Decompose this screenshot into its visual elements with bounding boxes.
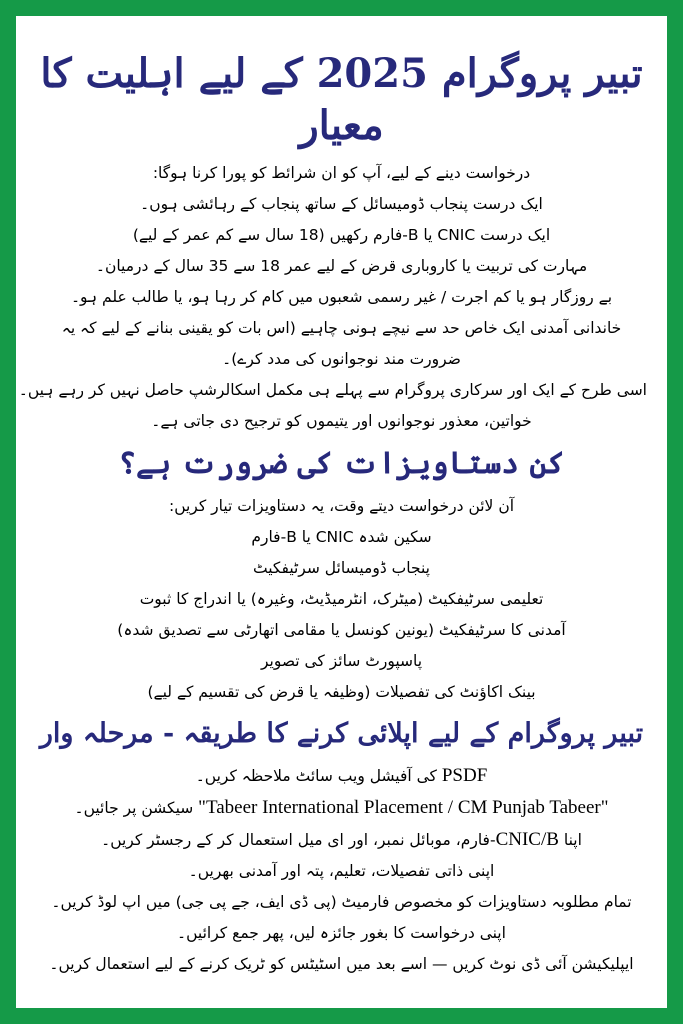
steps-heading: تبیر پروگرام کے لیے اپلائی کرنے کا طریقہ - مرحلہ وار bbox=[39, 718, 644, 749]
step-2-text: سیکشن پر جائیں۔ bbox=[74, 799, 199, 817]
document-item-4: آمدنی کا سرٹیفکیٹ (یونین کونسل یا مقامی اتھارٹی سے تصدیق شدہ) bbox=[117, 621, 566, 639]
document-item-6: بینک اکاؤنٹ کی تفصیلات (وظیفہ یا قرض کی تقسیم کے لیے) bbox=[147, 683, 536, 701]
step-3 bbox=[36, 824, 647, 856]
eligibility-item-3: مہارت کی تربیت یا کاروباری قرض کے لیے عمر 18 سے 35 سال کے درمیان۔ bbox=[95, 257, 588, 275]
step-5: تمام مطلوبہ دستاویزات کو مخصوص فارمیٹ (پی ڈی ایف، جے پی جی) میں اپ لوڈ کریں۔ bbox=[51, 893, 632, 911]
step-4: اپنی ذاتی تفصیلات، تعلیم، پتہ اور آمدنی بھریں۔ bbox=[188, 862, 495, 880]
document-card bbox=[16, 16, 667, 1008]
eligibility-item-1: ایک درست پنجاب ڈومیسائل کے ساتھ پنجاب کے رہائشی ہوں۔ bbox=[140, 195, 543, 213]
eligibility-item-6: اسی طرح کے ایک اور سرکاری پروگرام سے پہلے ہی مکمل اسکالرشپ حاصل نہیں کر رہے ہیں۔ bbox=[18, 381, 647, 399]
documents-intro: آن لائن درخواست دیتے وقت، یہ دستاویزات تیار کریں: bbox=[168, 497, 515, 515]
step-1-latin: PSDF bbox=[441, 765, 488, 786]
document-item-3: تعلیمی سرٹیفکیٹ (میٹرک، انٹرمیڈیٹ، وغیرہ) یا اندراج کا ثبوت bbox=[139, 590, 544, 608]
step-3-prefix: اپنا bbox=[558, 831, 582, 849]
eligibility-intro: درخواست دینے کے لیے، آپ کو ان شرائط کو پورا کرنا ہوگا: bbox=[152, 164, 531, 182]
step-2-latin: "Tabeer International Placement / CM Punjab Tabeer" bbox=[198, 797, 609, 818]
step-3-text: -فارم، موبائل نمبر، اور ای میل استعمال کر کے رجسٹر کریں۔ bbox=[101, 831, 496, 849]
step-1-text: کی آفیشل ویب سائٹ ملاحظہ کریں۔ bbox=[195, 767, 442, 785]
document-item-5: پاسپورٹ سائز کی تصویر bbox=[260, 652, 423, 670]
page-title: تبیر پروگرام 2025 کے لیے اہلیت کا معیار bbox=[40, 50, 643, 149]
documents-heading: کن دستاویزات کی ضرورت ہے؟ bbox=[118, 446, 565, 481]
eligibility-item-5: خاندانی آمدنی ایک خاص حد سے نیچے ہونی چاہیے (اس بات کو یقینی بنانے کے لیے کہ یہ ضرورت مند نوجوانوں کی مدد کرے)۔ bbox=[61, 319, 622, 368]
document-item-1: سکین شدہ CNIC یا B-فارم bbox=[251, 528, 432, 546]
eligibility-item-2: ایک درست CNIC یا B-فارم رکھیں (18 سال سے کم عمر کے لیے) bbox=[132, 226, 551, 244]
step-2 bbox=[36, 792, 647, 824]
step-6: اپنی درخواست کا بغور جائزہ لیں، پھر جمع کرائیں۔ bbox=[177, 924, 506, 942]
step-3-latin: CNIC/B bbox=[495, 829, 559, 850]
eligibility-item-4: بے روزگار ہو یا کم اجرت / غیر رسمی شعبوں میں کام کر رہا ہو، یا طالب علم ہو۔ bbox=[70, 288, 613, 306]
eligibility-item-7: خواتین، معذور نوجوانوں اور یتیموں کو ترجیح دی جاتی ہے۔ bbox=[151, 412, 532, 430]
step-1 bbox=[36, 760, 647, 792]
document-item-2: پنجاب ڈومیسائل سرٹیفکیٹ bbox=[253, 559, 430, 577]
step-7: ایپلیکیشن آئی ڈی نوٹ کریں — اسے بعد میں اسٹیٹس کو ٹریک کرنے کے لیے استعمال کریں۔ bbox=[49, 955, 634, 973]
